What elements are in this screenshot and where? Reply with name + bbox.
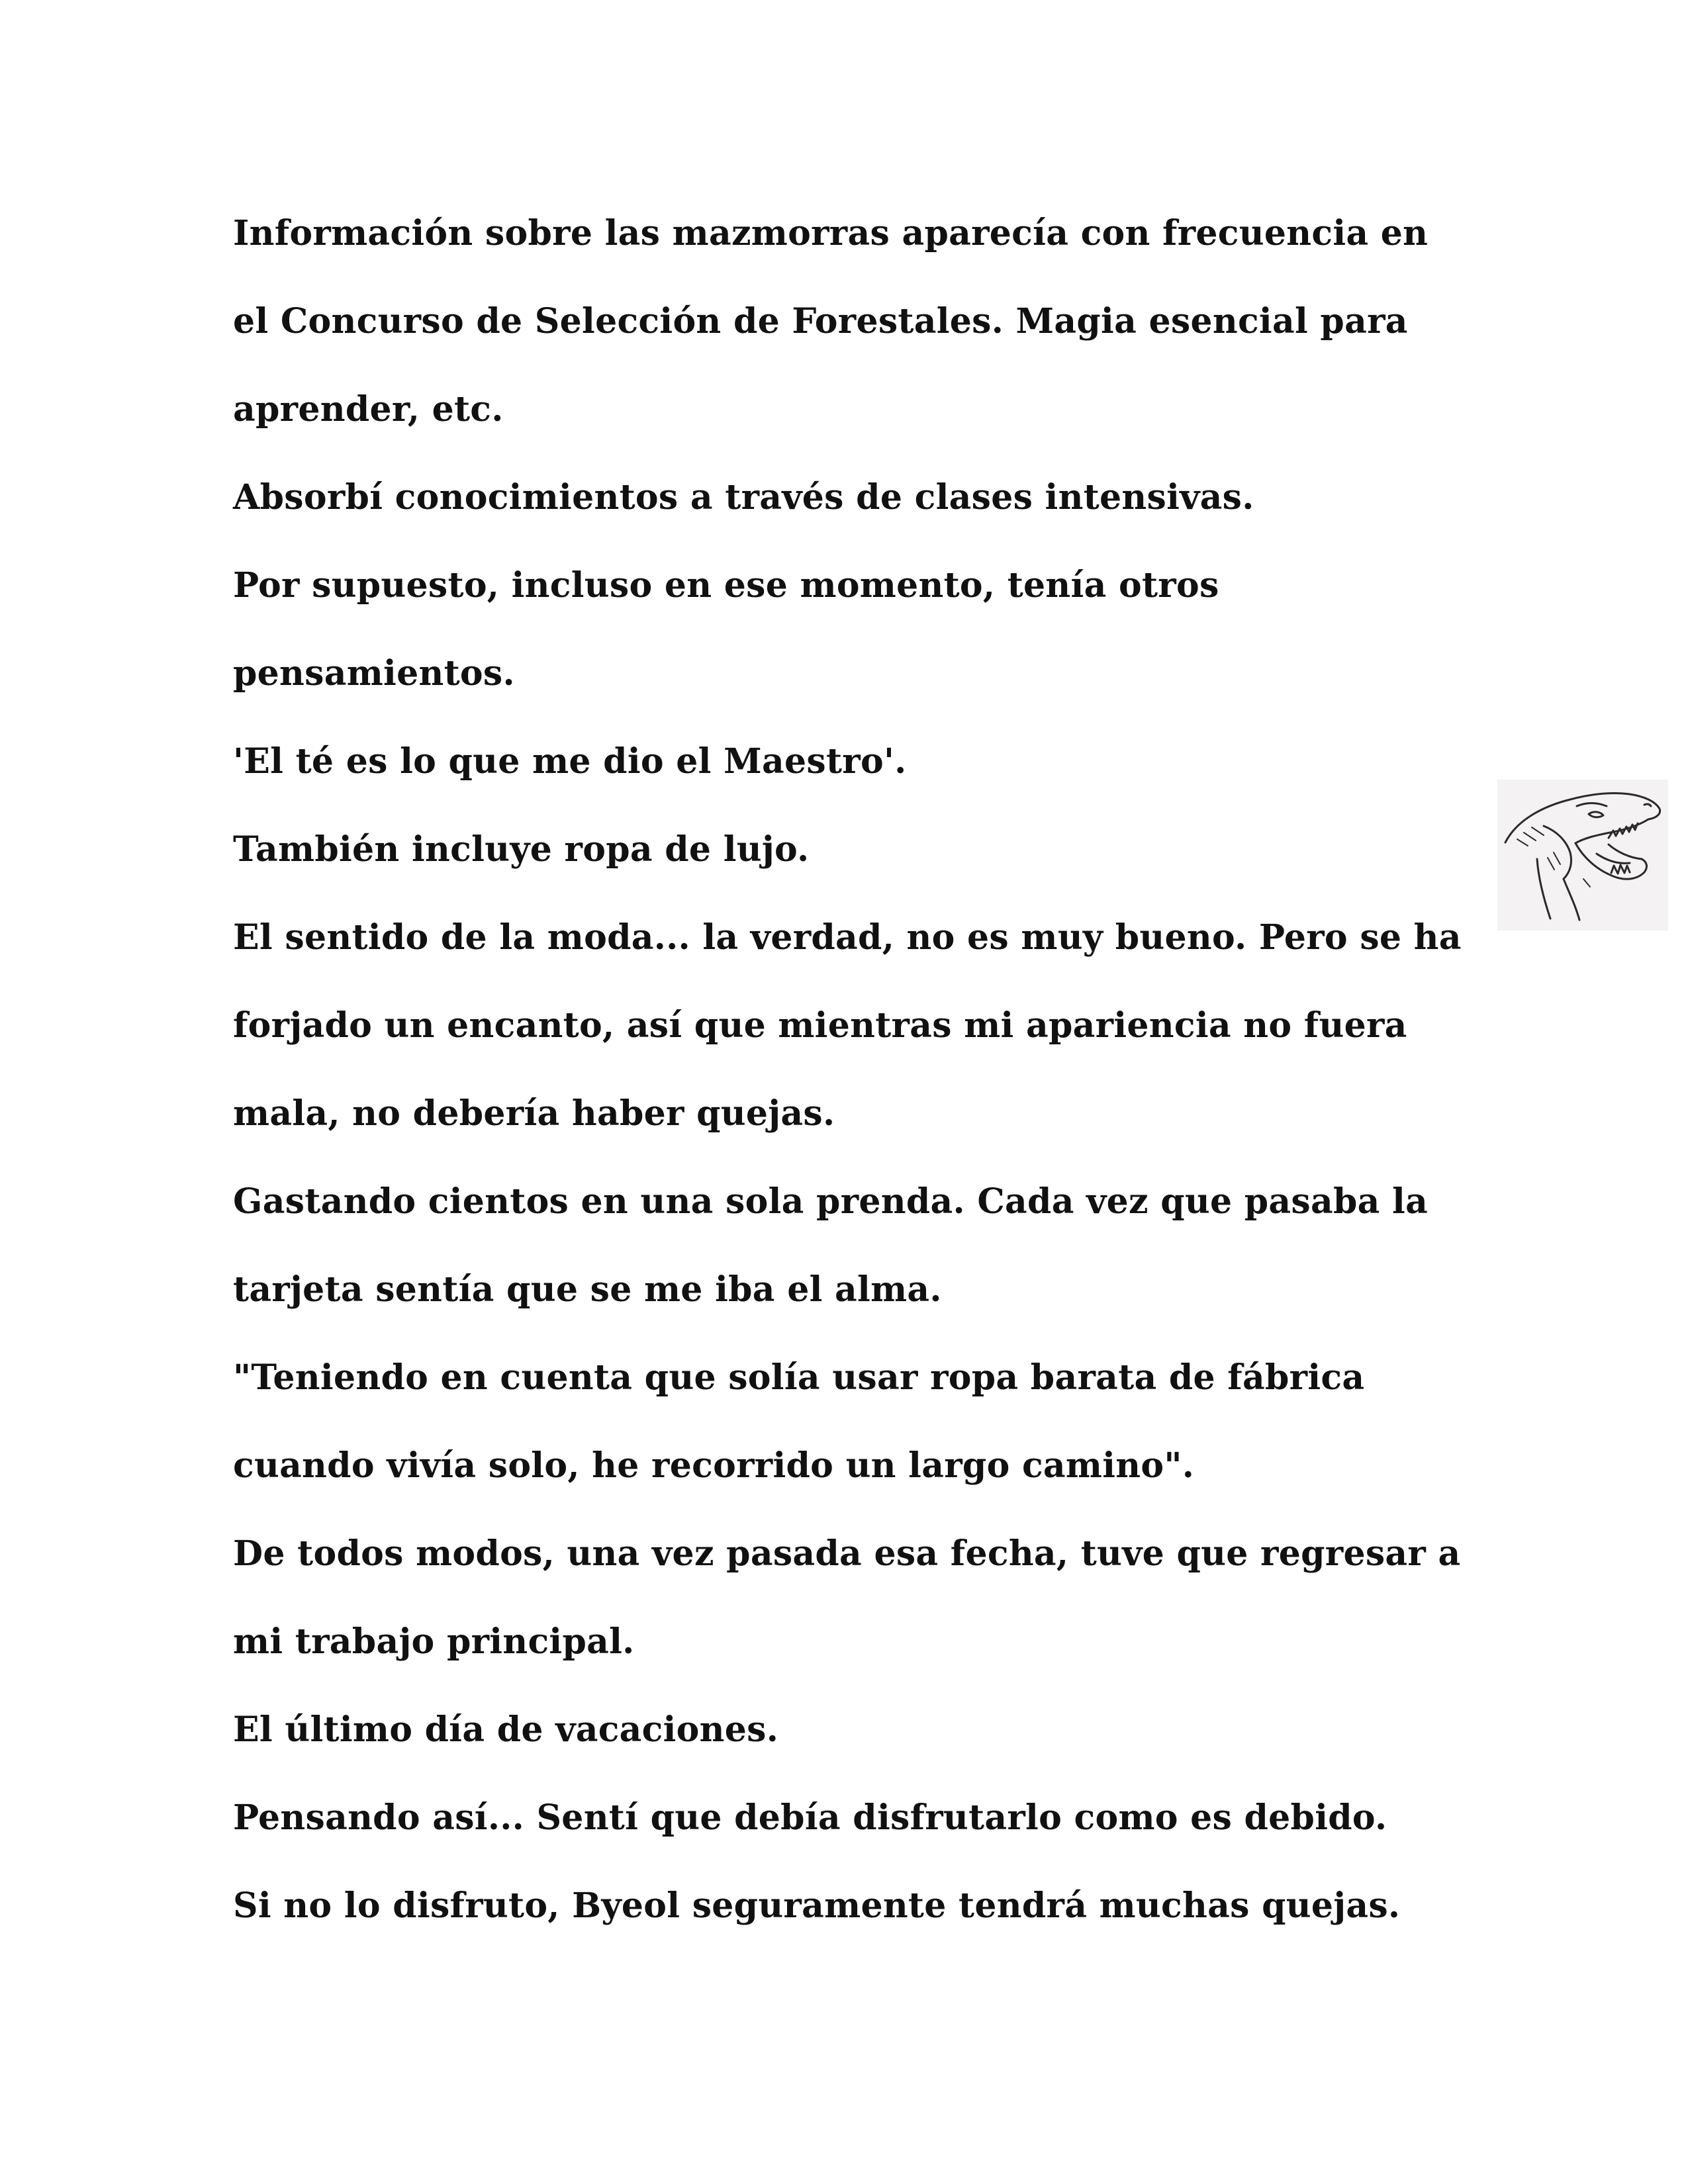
text-line: el Concurso de Selección de Forestales. Magia esencial para <box>233 301 1408 341</box>
text-line: tarjeta sentía que se me iba el alma. <box>233 1269 942 1310</box>
text-line: cuando vivía solo, he recorrido un largo camino". <box>233 1445 1195 1486</box>
text-line: 'El té es lo que me dio el Maestro'. <box>233 741 907 782</box>
text-line: El sentido de la moda... la verdad, no es muy bueno. Pero se ha <box>233 917 1462 958</box>
body-text <box>233 189 1491 1950</box>
text-line: Pensando así... Sentí que debía disfrutarlo como es debido. <box>233 1797 1387 1838</box>
dinosaur-head-icon <box>1497 780 1668 931</box>
text-line: Gastando cientos en una sola prenda. Cada vez que pasaba la <box>233 1181 1429 1222</box>
text-line: Absorbí conocimientos a través de clases intensivas. <box>233 477 1254 518</box>
text-line: Por supuesto, incluso en ese momento, tenía otros <box>233 565 1219 606</box>
text-line: Información sobre las mazmorras aparecía con frecuencia en <box>233 213 1429 253</box>
text-line: forjado un encanto, así que mientras mi apariencia no fuera <box>233 1005 1407 1046</box>
text-line: "Teniendo en cuenta que solía usar ropa barata de fábrica <box>233 1357 1365 1398</box>
text-line: Si no lo disfruto, Byeol seguramente tendrá muchas quejas. <box>233 1886 1401 1926</box>
text-line: mala, no debería haber quejas. <box>233 1093 835 1134</box>
text-line: También incluye ropa de lujo. <box>233 829 810 870</box>
text-line: El último día de vacaciones. <box>233 1709 779 1750</box>
text-line: aprender, etc. <box>233 389 504 430</box>
text-line: pensamientos. <box>233 653 515 694</box>
text-line: mi trabajo principal. <box>233 1621 635 1662</box>
text-line: De todos modos, una vez pasada esa fecha, tuve que regresar a <box>233 1533 1461 1574</box>
